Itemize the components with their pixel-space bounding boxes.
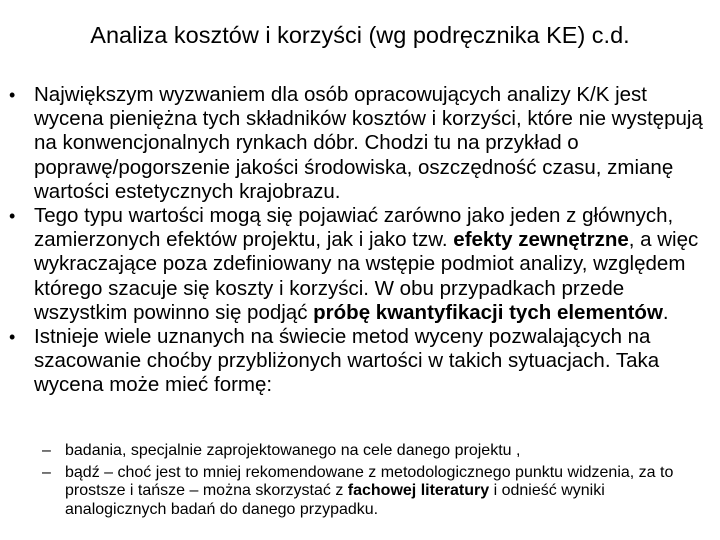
sub-bullet-item — [0, 464, 720, 520]
main-bullet-list — [0, 83, 720, 398]
bullet-icon: • — [9, 85, 16, 105]
bullet-item — [0, 325, 720, 398]
sub-bullet-text: bądź – choć jest to mniej rekomendowane z metodologicznego punktu widzenia, za to prostsze i tańsze – można skorzystać z — [65, 463, 674, 499]
sub-bullet-item — [0, 442, 720, 461]
dash-icon: – — [42, 463, 51, 481]
bullet-text: Istnieje wiele uznanych na świecie metod wyceny pozwalających na szacowanie choćby przybliżonych wartości w takich sytuacjach. Taka wycena może mieć formę: — [34, 325, 660, 397]
slide-title: Analiza kosztów i korzyści (wg podręcznika KE) c.d. — [90, 22, 630, 48]
bullet-icon: • — [9, 327, 16, 348]
dash-icon: – — [42, 442, 51, 459]
bullet-text: . — [662, 300, 669, 324]
bullet-text: Największym wyzwaniem dla osób opracowujących analizy K/K jest wycena pieniężna tych składników kosztów i korzyści, które nie występują na konwencjonalnych rynkach dóbr. Chodzi tu na przykład o poprawę/pogorszenie jakości środowiska, oszczędność czasu, zmianę wartości estetycznych krajobrazu. — [34, 83, 703, 203]
bullet-text: , a więc wykraczające poza zdefiniowany na wstępie podmiot analizy, względem którego szacuje się koszty i korzyści. W obu przypadkach przede wszystkim powinno się podjąć — [34, 228, 699, 324]
sub-bullet-list — [0, 442, 720, 522]
sub-bullet-text: i odnieść wyniki analogicznych badań do danego przypadku. — [65, 482, 605, 518]
bullet-item — [0, 204, 720, 325]
bold-term: fachowej literatury — [347, 482, 490, 499]
bullet-item — [0, 83, 720, 204]
bullet-icon: • — [9, 206, 16, 227]
sub-bullet-text: badania, specjalnie zaprojektowanego na cele danego projektu , — [65, 442, 521, 459]
bold-term: efekty zewnętrzne — [453, 228, 629, 252]
bold-term: próbę kwantyfikacji tych elementów — [313, 300, 663, 324]
bullet-text: Tego typu wartości mogą się pojawiać zarówno jako jeden z głównych, zamierzonych efektów projektu, jak i jako tzw. — [34, 204, 674, 252]
